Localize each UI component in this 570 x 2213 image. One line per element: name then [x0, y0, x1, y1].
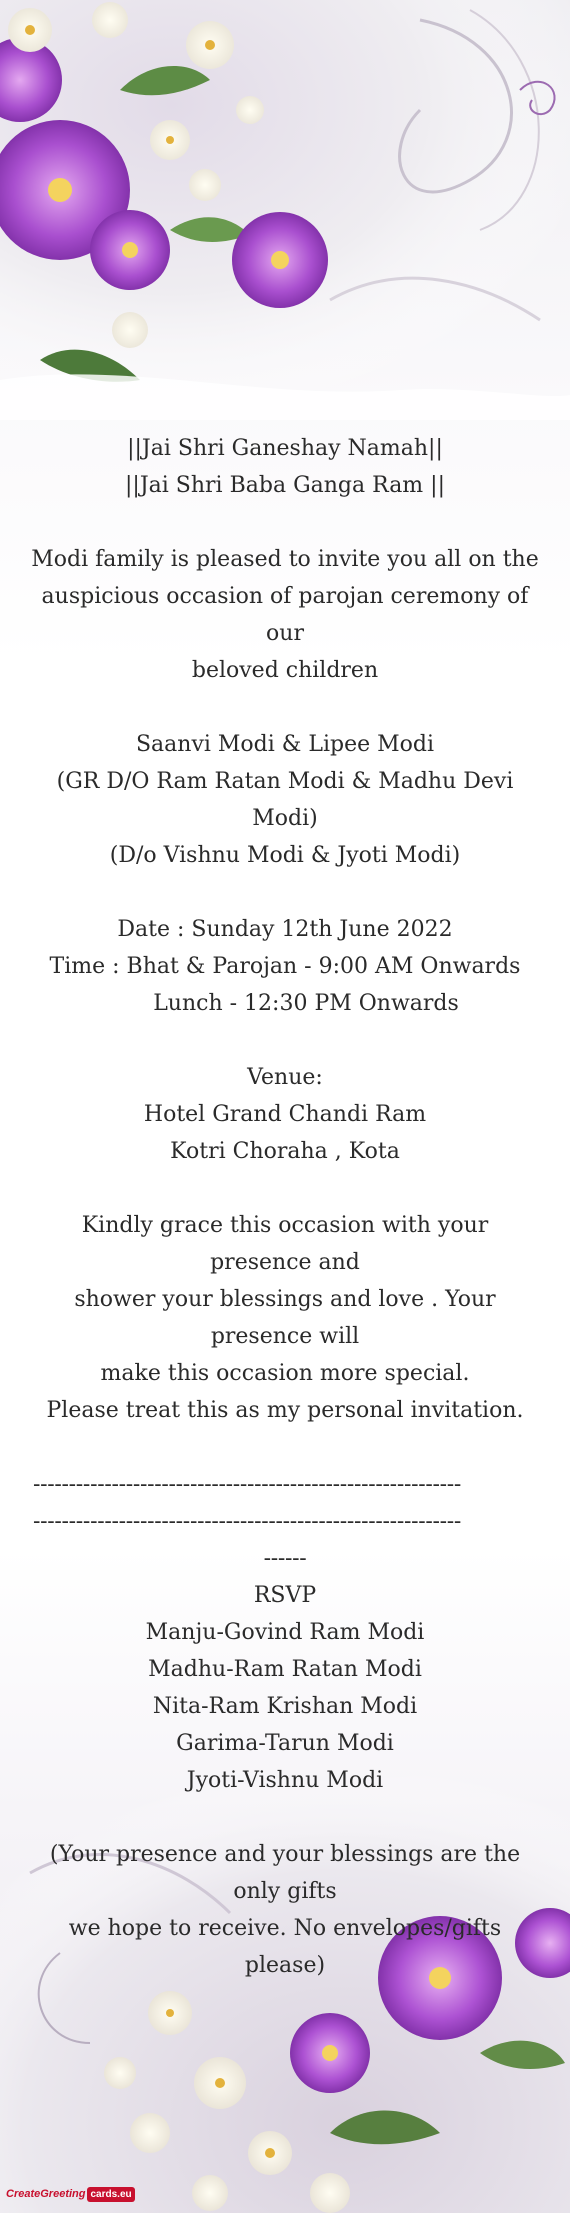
message-line-4: Please treat this as my personal invitation.: [46, 1398, 524, 1423]
rsvp-name: Garima-Tarun Modi: [176, 1731, 394, 1756]
divider-line-1: ------------------------------------------------------------: [33, 1472, 462, 1497]
divider-line-2: ------------------------------------------------------------: [33, 1509, 462, 1534]
blessing-line-1: ||Jai Shri Ganeshay Namah||: [127, 436, 443, 461]
brand-logo-badge: cards.eu: [87, 2187, 134, 2202]
divider-tail: ------: [263, 1546, 307, 1571]
blessing-line-2: ||Jai Shri Baba Ganga Ram ||: [125, 473, 445, 498]
rsvp-label: RSVP: [253, 1583, 317, 1608]
message-line-1: Kindly grace this occasion with your presence and: [81, 1213, 489, 1275]
children-parents-1: (GR D/O Ram Ratan Modi & Madhu Devi Modi): [56, 769, 514, 831]
event-date: Date : Sunday 12th June 2022: [117, 917, 453, 942]
rsvp-name: Manju-Govind Ram Modi: [145, 1620, 425, 1645]
children-names: Saanvi Modi & Lipee Modi: [135, 732, 435, 757]
venue-name: Hotel Grand Chandi Ram: [143, 1102, 427, 1127]
event-lunch: Lunch - 12:30 PM Onwards: [153, 991, 459, 1016]
invitation-text: [0, 430, 570, 1984]
intro-line-2: auspicious occasion of parojan ceremony of our: [41, 584, 529, 646]
closing-line-2: we hope to receive. No envelopes/gifts please): [68, 1916, 502, 1978]
brand-logo[interactable]: [6, 2179, 136, 2209]
message-line-2: shower your blessings and love . Your presence will: [74, 1287, 496, 1349]
rsvp-name: Madhu-Ram Ratan Modi: [148, 1657, 422, 1682]
event-time: Time : Bhat & Parojan - 9:00 AM Onwards: [49, 954, 521, 979]
rsvp-name: Jyoti-Vishnu Modi: [186, 1768, 384, 1793]
children-parents-2: (D/o Vishnu Modi & Jyoti Modi): [109, 843, 461, 868]
floral-top-decoration: [0, 0, 570, 420]
rsvp-name: Nita-Ram Krishan Modi: [152, 1694, 418, 1719]
intro-line-3: beloved children: [191, 658, 379, 683]
venue-label: Venue:: [247, 1065, 323, 1090]
brand-logo-text: CreateGreeting: [6, 2188, 86, 2200]
intro-line-1: Modi family is pleased to invite you all on the: [31, 547, 539, 572]
venue-place: Kotri Choraha , Kota: [170, 1139, 400, 1164]
closing-line-1: (Your presence and your blessings are the only gifts: [49, 1842, 521, 1904]
message-line-3: make this occasion more special.: [100, 1361, 470, 1386]
